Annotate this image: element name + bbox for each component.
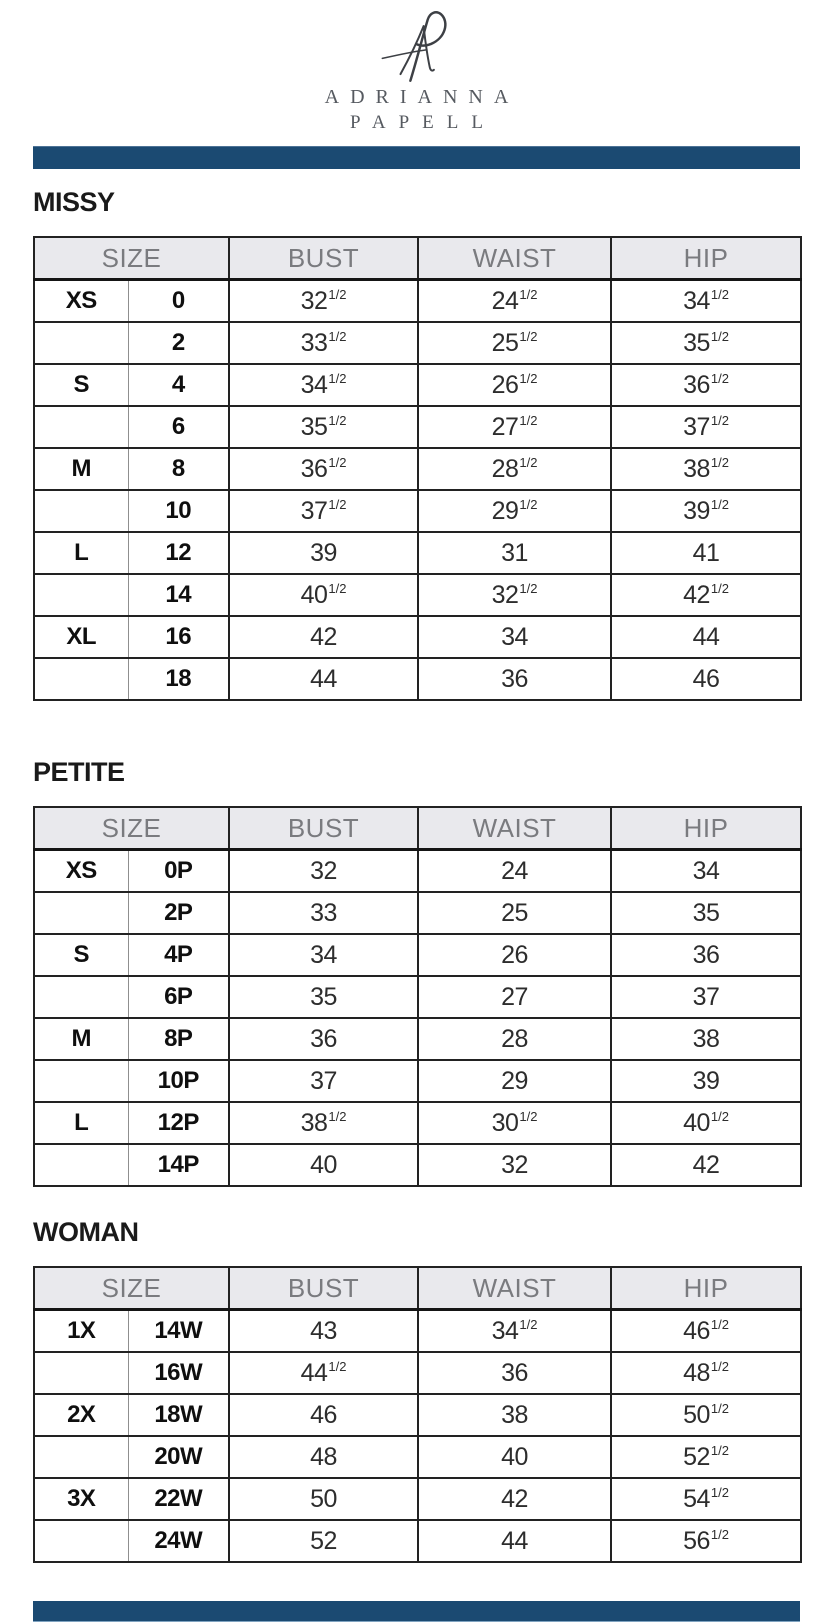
waist-value: $28^{1/2}$: [418, 448, 611, 490]
size-group-label: XS: [34, 280, 128, 323]
bust-value: 33: [229, 892, 418, 934]
section-heading: WOMAN: [33, 1217, 139, 1247]
waist-value: 40: [418, 1436, 611, 1478]
size-value: 14P: [128, 1144, 229, 1186]
size-group-label: M: [34, 448, 128, 490]
brand-logo: [33, 8, 800, 134]
bust-value: $32^{1/2}$: [229, 280, 418, 323]
size-section: [33, 1217, 800, 1563]
waist-value: $26^{1/2}$: [418, 364, 611, 406]
table-row: [34, 976, 801, 1018]
table-row: [34, 1352, 801, 1394]
bust-value: 50: [229, 1478, 418, 1520]
table-row: [34, 490, 801, 532]
size-value: 12: [128, 532, 229, 574]
bust-value: $35^{1/2}$: [229, 406, 418, 448]
table-row: [34, 448, 801, 490]
waist-value: $27^{1/2}$: [418, 406, 611, 448]
divider-bar-bottom: [33, 1601, 800, 1622]
table-row: [34, 1478, 801, 1520]
size-value: 10: [128, 490, 229, 532]
size-value: 0P: [128, 850, 229, 893]
size-value: 10P: [128, 1060, 229, 1102]
hip-value: 37: [611, 976, 801, 1018]
size-group-label: [34, 490, 128, 532]
table-header-row: [34, 807, 801, 850]
hip-value: 36: [611, 934, 801, 976]
size-value: 8P: [128, 1018, 229, 1060]
divider-bar-top: [33, 146, 800, 169]
column-header-waist: WAIST: [418, 237, 611, 280]
table-row: [34, 1144, 801, 1186]
column-header-size: SIZE: [34, 1267, 229, 1310]
size-group-label: S: [34, 934, 128, 976]
size-group-label: 1X: [34, 1310, 128, 1353]
size-value: 16W: [128, 1352, 229, 1394]
waist-value: $30^{1/2}$: [418, 1102, 611, 1144]
bust-value: 52: [229, 1520, 418, 1562]
size-value: 2: [128, 322, 229, 364]
table-row: [34, 1520, 801, 1562]
size-value: 4P: [128, 934, 229, 976]
size-group-label: [34, 322, 128, 364]
bust-value: $44^{1/2}$: [229, 1352, 418, 1394]
size-value: 6: [128, 406, 229, 448]
size-group-label: [34, 406, 128, 448]
size-value: 8: [128, 448, 229, 490]
size-group-label: [34, 976, 128, 1018]
hip-value: 39: [611, 1060, 801, 1102]
bust-value: $34^{1/2}$: [229, 364, 418, 406]
hip-value: $50^{1/2}$: [611, 1394, 801, 1436]
size-group-label: 2X: [34, 1394, 128, 1436]
table-row: [34, 1310, 801, 1353]
waist-value: 36: [418, 1352, 611, 1394]
bust-value: 46: [229, 1394, 418, 1436]
column-header-bust: BUST: [229, 1267, 418, 1310]
size-group-label: [34, 892, 128, 934]
column-header-bust: BUST: [229, 807, 418, 850]
table-row: [34, 406, 801, 448]
hip-value: $39^{1/2}$: [611, 490, 801, 532]
bust-value: 40: [229, 1144, 418, 1186]
size-value: 0: [128, 280, 229, 323]
size-group-label: [34, 1144, 128, 1186]
hip-value: $35^{1/2}$: [611, 322, 801, 364]
waist-value: $24^{1/2}$: [418, 280, 611, 323]
hip-value: $36^{1/2}$: [611, 364, 801, 406]
section-heading: PETITE: [33, 757, 125, 787]
table-row: [34, 850, 801, 893]
table-row: [34, 1102, 801, 1144]
hip-value: 35: [611, 892, 801, 934]
waist-value: 36: [418, 658, 611, 700]
hip-value: $52^{1/2}$: [611, 1436, 801, 1478]
waist-value: 25: [418, 892, 611, 934]
size-value: 12P: [128, 1102, 229, 1144]
column-header-hip: HIP: [611, 237, 801, 280]
column-header-waist: WAIST: [418, 1267, 611, 1310]
brand-name-line1: ADRIANNA: [324, 86, 520, 108]
brand-name-line2: PAPELL: [350, 112, 496, 133]
table-row: [34, 280, 801, 323]
waist-value: 31: [418, 532, 611, 574]
bust-value: 35: [229, 976, 418, 1018]
table-row: [34, 892, 801, 934]
hip-value: 41: [611, 532, 801, 574]
waist-value: $32^{1/2}$: [418, 574, 611, 616]
size-group-label: [34, 1436, 128, 1478]
size-chart-sections: [33, 187, 800, 1563]
hip-value: $42^{1/2}$: [611, 574, 801, 616]
size-group-label: XS: [34, 850, 128, 893]
table-row: [34, 532, 801, 574]
size-table: [33, 806, 802, 1187]
size-table: [33, 1266, 802, 1563]
bust-value: 48: [229, 1436, 418, 1478]
table-row: [34, 364, 801, 406]
column-header-size: SIZE: [34, 807, 229, 850]
bust-value: 37: [229, 1060, 418, 1102]
table-row: [34, 1394, 801, 1436]
size-value: 24W: [128, 1520, 229, 1562]
hip-value: 42: [611, 1144, 801, 1186]
size-section: [33, 757, 800, 1187]
waist-value: 29: [418, 1060, 611, 1102]
hip-value: $38^{1/2}$: [611, 448, 801, 490]
column-header-hip: HIP: [611, 1267, 801, 1310]
waist-value: 28: [418, 1018, 611, 1060]
size-group-label: [34, 574, 128, 616]
size-table: [33, 236, 802, 701]
size-value: 6P: [128, 976, 229, 1018]
waist-value: 24: [418, 850, 611, 893]
bust-value: 42: [229, 616, 418, 658]
column-header-bust: BUST: [229, 237, 418, 280]
size-value: 18: [128, 658, 229, 700]
size-value: 18W: [128, 1394, 229, 1436]
table-row: [34, 574, 801, 616]
waist-value: 38: [418, 1394, 611, 1436]
bust-value: 32: [229, 850, 418, 893]
hip-value: 46: [611, 658, 801, 700]
column-header-hip: HIP: [611, 807, 801, 850]
bust-value: 36: [229, 1018, 418, 1060]
table-row: [34, 658, 801, 700]
size-group-label: [34, 658, 128, 700]
hip-value: 44: [611, 616, 801, 658]
bust-value: 44: [229, 658, 418, 700]
column-header-waist: WAIST: [418, 807, 611, 850]
waist-value: $25^{1/2}$: [418, 322, 611, 364]
size-group-label: XL: [34, 616, 128, 658]
hip-value: $48^{1/2}$: [611, 1352, 801, 1394]
table-header-row: [34, 237, 801, 280]
waist-value: 26: [418, 934, 611, 976]
waist-value: 34: [418, 616, 611, 658]
size-group-label: [34, 1352, 128, 1394]
waist-value: $34^{1/2}$: [418, 1310, 611, 1353]
table-row: [34, 1018, 801, 1060]
size-group-label: [34, 1060, 128, 1102]
table-row: [34, 322, 801, 364]
section-heading: MISSY: [33, 187, 115, 217]
hip-value: $34^{1/2}$: [611, 280, 801, 323]
size-group-label: [34, 1520, 128, 1562]
table-row: [34, 1060, 801, 1102]
hip-value: $56^{1/2}$: [611, 1520, 801, 1562]
size-group-label: L: [34, 532, 128, 574]
column-header-size: SIZE: [34, 237, 229, 280]
bust-value: $36^{1/2}$: [229, 448, 418, 490]
table-row: [34, 934, 801, 976]
size-group-label: 3X: [34, 1478, 128, 1520]
size-group-label: S: [34, 364, 128, 406]
bust-value: $33^{1/2}$: [229, 322, 418, 364]
hip-value: $54^{1/2}$: [611, 1478, 801, 1520]
size-section: [33, 187, 800, 701]
bust-value: 39: [229, 532, 418, 574]
size-value: 16: [128, 616, 229, 658]
table-row: [34, 616, 801, 658]
waist-value: $29^{1/2}$: [418, 490, 611, 532]
size-value: 4: [128, 364, 229, 406]
bust-value: $38^{1/2}$: [229, 1102, 418, 1144]
waist-value: 44: [418, 1520, 611, 1562]
size-value: 2P: [128, 892, 229, 934]
size-value: 22W: [128, 1478, 229, 1520]
size-value: 14W: [128, 1310, 229, 1353]
size-value: 20W: [128, 1436, 229, 1478]
table-row: [34, 1436, 801, 1478]
ap-monogram-icon: [33, 8, 800, 84]
hip-value: $46^{1/2}$: [611, 1310, 801, 1353]
size-group-label: L: [34, 1102, 128, 1144]
size-group-label: M: [34, 1018, 128, 1060]
hip-value: $40^{1/2}$: [611, 1102, 801, 1144]
bust-value: $37^{1/2}$: [229, 490, 418, 532]
waist-value: 42: [418, 1478, 611, 1520]
bust-value: $40^{1/2}$: [229, 574, 418, 616]
size-value: 14: [128, 574, 229, 616]
hip-value: 34: [611, 850, 801, 893]
hip-value: $37^{1/2}$: [611, 406, 801, 448]
bust-value: 34: [229, 934, 418, 976]
waist-value: 32: [418, 1144, 611, 1186]
bust-value: 43: [229, 1310, 418, 1353]
hip-value: 38: [611, 1018, 801, 1060]
waist-value: 27: [418, 976, 611, 1018]
table-header-row: [34, 1267, 801, 1310]
